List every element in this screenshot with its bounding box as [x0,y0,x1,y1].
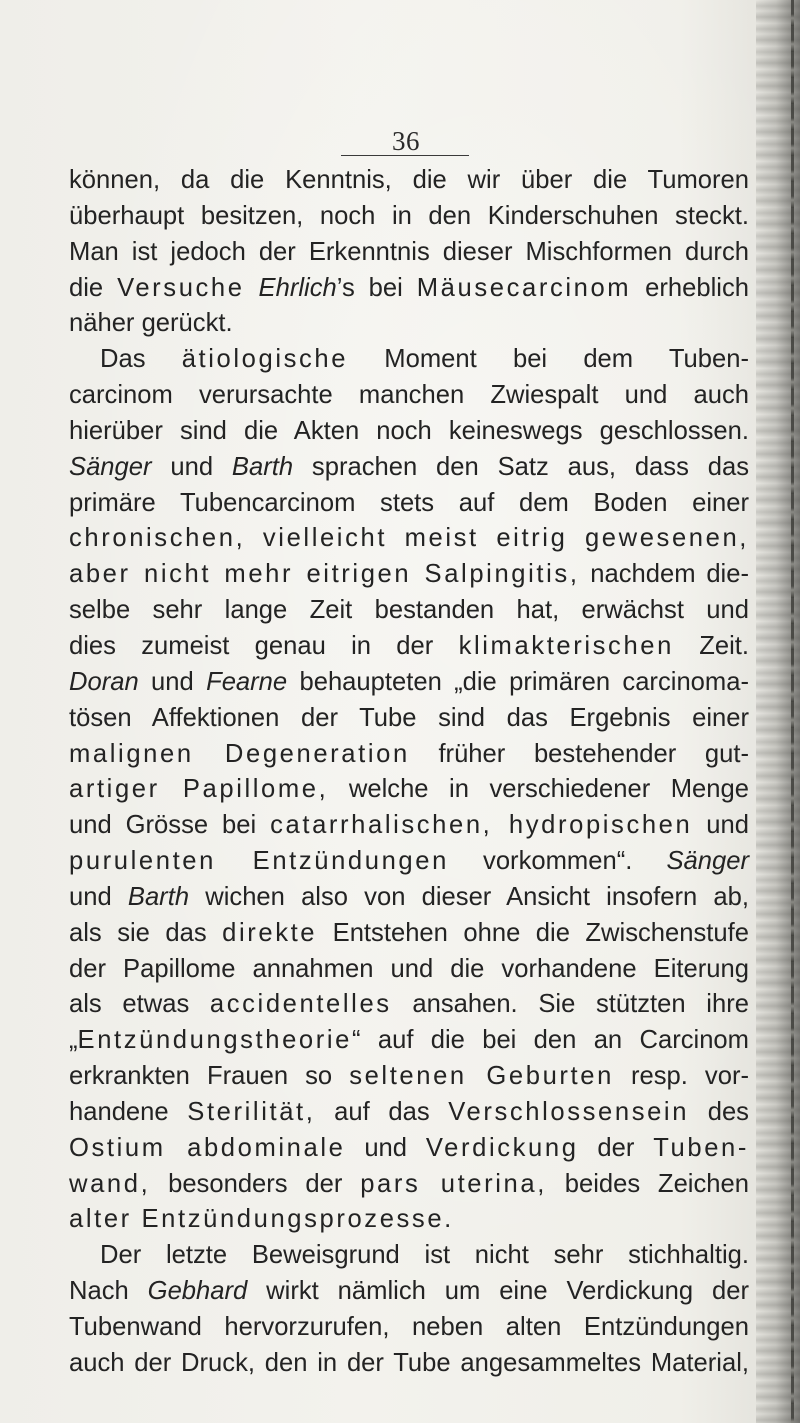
text-line: können, da die Kenntnis, die wir über die Tumoren [69,166,749,194]
text-line: als sie das direkte Entstehen ohne die Zwischenstufe [69,918,749,947]
emphasized-term: Ostium abdominale [69,1133,346,1162]
emphasized-term: direkte [222,918,318,947]
emphasized-term: seltenen Geburten [349,1062,614,1091]
text-line: Man ist jedoch der Erkenntnis dieser Mischformen durch [69,237,749,266]
text-line: Der letzte Beweisgrund ist nicht sehr stichhaltig. [100,1241,749,1270]
emphasized-term: Tuben- [653,1133,749,1162]
text-line [69,1202,749,1238]
body-text [69,163,749,1382]
text-line: der Papillome annahmen und die vorhandene Eiterung [69,954,749,983]
text-line: als etwas accidentelles ansahen. Sie stützten ihre [69,990,749,1019]
author-name: Barth [231,452,294,481]
emphasized-term: artiger Papillome, [69,775,329,804]
text-line: dies zumeist genau in der klimakterischen Zeit. [69,631,750,660]
text-line: und Grösse bei catarrhalischen, hydropischen und [69,811,749,840]
text-line: hierüber sind die Akten noch keineswegs geschlossen. [69,416,749,445]
text-line: Tubenwand hervorzurufen, neben alten Entzündungen [69,1313,749,1341]
emphasized-term: Verschlossensein [448,1097,690,1126]
emphasized-term: Sterilität, [187,1097,316,1126]
text-line: Sänger und Barth sprachen den Satz aus, dass das [69,452,749,481]
emphasized-term: accidentelles [209,990,392,1019]
text-line: purulenten Entzündungen vorkommen“. Sänger [69,847,749,876]
author-name: Barth [127,882,190,911]
text-line: „Entzündungstheorie“ auf die bei den an Carcinom [69,1026,749,1055]
emphasized-term: ätiologische [181,345,349,374]
author-name: Sänger [666,847,749,876]
text-line: carcinom verursachte manchen Zwiespalt und auch [69,381,749,410]
emphasized-term: purulenten Entzündungen [69,847,449,876]
emphasized-term: Versuche [117,273,245,302]
author-name: Ehrlich [258,273,337,302]
text-line: die Versuche Ehrlich’s bei Mäusecarcinom erheblich [69,273,749,302]
text-line: artiger Papillome, welche in verschiedener Menge [69,775,749,804]
text-line: Doran und Fearne behaupteten „die primären carcinoma- [69,667,749,696]
emphasized-term: klimakterischen [458,631,674,660]
text-line: tösen Affektionen der Tube sind das Ergebnis einer [69,703,749,732]
emphasized-term: chronischen, vielleicht meist eitrig gewesenen, [69,524,749,553]
text-line: auch der Druck, den in der Tube angesammeltes Material, [69,1348,749,1377]
emphasized-term: Verdickung [425,1133,579,1162]
emphasized-term: Mäusecarcinom [416,273,632,302]
author-name: Gebhard [147,1277,248,1306]
text-line: erkrankten Frauen so seltenen Geburten resp. vor- [69,1062,749,1091]
page-number: 36 [392,126,420,156]
emphasized-term: malignen Degeneration [69,739,410,768]
text-line: näher gerückt. [69,309,233,338]
emphasized-term: pars uterina, [360,1169,547,1198]
text-line: Das ätiologische Moment bei dem Tuben- [100,345,749,374]
text-line: überhaupt besitzen, noch in den Kinderschuhen steckt. [69,201,749,230]
text-line: handene Sterilität, auf das Verschlossensein des [69,1097,749,1126]
text-line: selbe sehr lange Zeit bestanden hat, erwächst und [69,596,749,625]
author-name: Sänger [69,452,152,481]
text-line: malignen Degeneration früher bestehender gut- [69,739,749,768]
emphasized-term: catarrhalischen, hydropischen [270,811,693,840]
text-line: Nach Gebhard wirkt nämlich um eine Verdickung der [69,1277,749,1306]
page-edge-binding [791,0,794,1423]
emphasized-term: alter Entzündungsprozesse. [69,1205,454,1234]
text-line [69,521,749,557]
page-number-rule [341,155,469,156]
author-name: Fearne [206,667,288,696]
text-line: aber nicht mehr eitrigen Salpingitis, nachdem die- [69,560,750,589]
author-name: Doran [69,667,139,696]
emphasized-term: Entzündungstheorie [77,1026,353,1055]
text-line: wand, besonders der pars uterina, beides Zeichen [69,1169,749,1198]
text-line: und Barth wichen also von dieser Ansicht insofern ab, [69,882,749,911]
emphasized-term: wand, [69,1169,151,1198]
text-line: Ostium abdominale und Verdickung der Tuben- [69,1133,749,1162]
text-line: primäre Tubencarcinom stets auf dem Boden einer [69,488,749,517]
emphasized-term: aber nicht mehr eitrigen Salpingitis, [69,560,580,589]
